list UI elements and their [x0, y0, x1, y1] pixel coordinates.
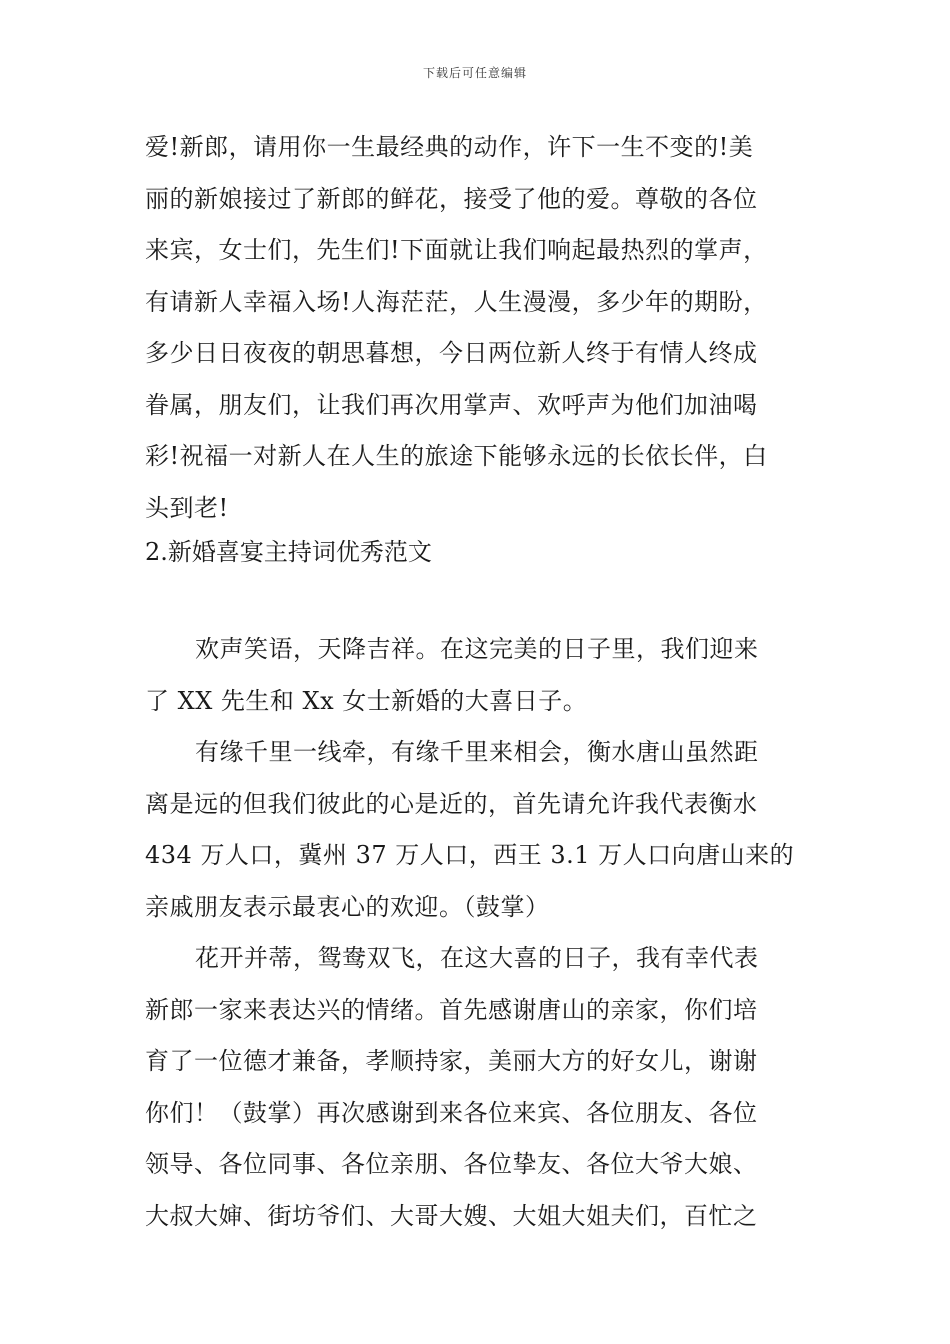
text-line: 丽的新娘接过了新郎的鲜花，接受了他的爱。尊敬的各位 [145, 184, 758, 213]
text-line: 爱!新郎，请用你一生最经典的动作，许下一生不变的!美 [145, 133, 754, 161]
text-line: 离是远的但我们彼此的心是近的，首先请允许我代表衡水 [145, 789, 758, 818]
text-line: 有请新人幸福入场!人海茫茫，人生漫漫，多少年的期盼， [145, 287, 768, 316]
text-line: 来宾，女士们，先生们!下面就让我们响起最热烈的掌声， [145, 236, 768, 264]
text-line: 亲戚朋友表示最衷心的欢迎。（鼓掌） [145, 892, 550, 921]
text-line: 你们！（鼓掌）再次感谢到来各位来宾、各位朋友、各位 [145, 1098, 758, 1127]
paragraph [145, 624, 810, 727]
text-line: 大叔大婶、街坊爷们、大哥大嫂、大姐大姐夫们，百忙之 [145, 1201, 758, 1230]
text-line: 多少日日夜夜的朝思暮想，今日两位新人终于有情人终成 [145, 339, 758, 367]
text-line: 眷属，朋友们，让我们再次用掌声、欢呼声为他们加油喝 [145, 390, 758, 419]
text-line: 花开并蒂，鸳鸯双飞，在这大喜的日子，我有幸代表 [195, 944, 759, 972]
text-line: 新郎一家来表达兴的情绪。首先感谢唐山的亲家，你们培 [145, 995, 758, 1024]
header-note: 下载后可任意编辑 [422, 66, 527, 80]
text-line: 彩!祝福一对新人在人生的旅途下能够永远的长依长伴，白 [145, 442, 768, 470]
text-line: 育了一位德才兼备，孝顺持家，美丽大方的好女儿，谢谢 [145, 1047, 758, 1075]
paragraph [145, 933, 810, 1242]
paragraph-intro [145, 122, 810, 534]
section-heading: 2.新婚喜宴主持词优秀范文 [145, 538, 432, 566]
text-line: 了 XX 先生和 Xx 女士新婚的大喜日子。 [145, 686, 588, 715]
text-line: 头到老! [145, 493, 229, 522]
text-line: 欢声笑语，天降吉祥。在这完美的日子里，我们迎来 [195, 635, 759, 663]
paragraph [145, 727, 810, 933]
text-line: 有缘千里一线牵，有缘千里来相会，衡水唐山虽然距 [195, 738, 759, 766]
text-line: 领导、各位同事、各位亲朋、各位挚友、各位大爷大娘、 [145, 1150, 758, 1178]
section-body [145, 624, 810, 1242]
text-line: 434 万人口，冀州 37 万人口，西王 3.1 万人口向唐山来的 [145, 841, 795, 869]
